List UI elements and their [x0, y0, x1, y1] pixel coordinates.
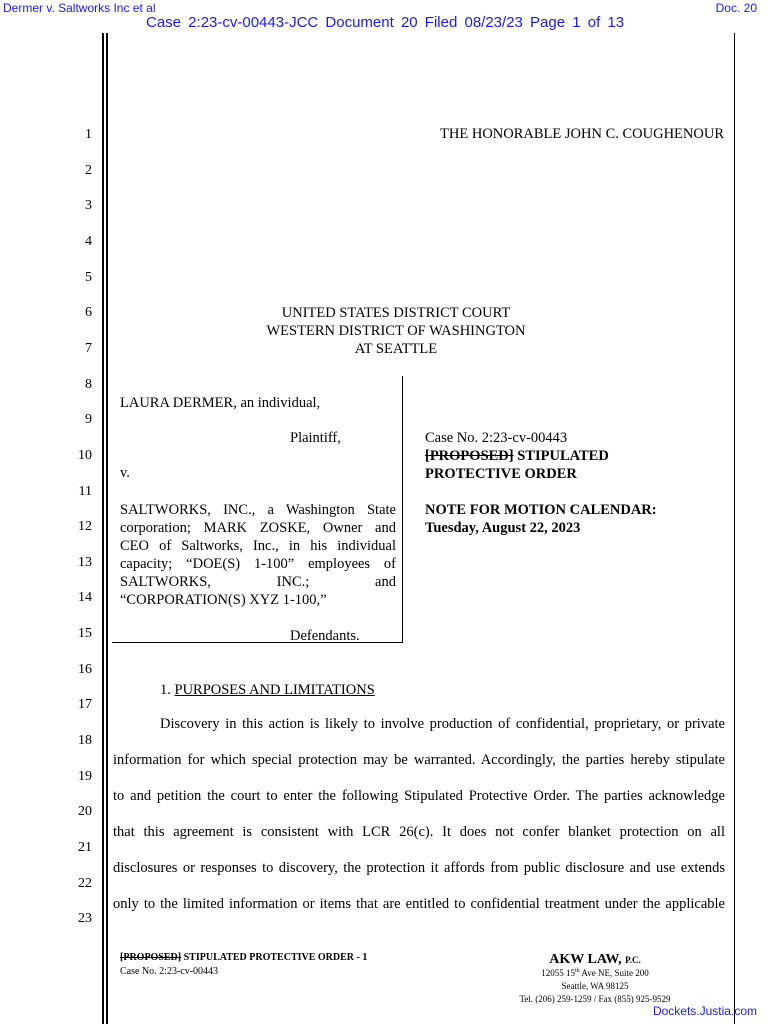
case-filing-stamp: Case 2:23-cv-00443-JCC Document 20 Filed 08/23/23 Page 1 of 13 [146, 14, 625, 31]
address-ordinal: th [575, 968, 580, 974]
body-line: to and petition the court to enter the following Stipulated Protective Order. The parties acknowledge [113, 788, 725, 804]
firm-address-line1 [480, 968, 710, 978]
line-number: 19 [78, 768, 92, 784]
line-number: 20 [78, 804, 92, 820]
line-number: 4 [85, 233, 92, 249]
left-margin-rule-inner [106, 33, 108, 1024]
firm-phone: Tel. (206) 259-1259 / Fax (855) 925-9529 [519, 994, 671, 1004]
document-title-line2: PROTECTIVE ORDER [425, 466, 577, 482]
body-line: disclosures or responses to discovery, the protection it affords from public disclosure and use extends [113, 860, 725, 876]
caption-vertical-rule [402, 376, 403, 643]
defendants-line: SALTWORKS, INC.; and [120, 574, 396, 590]
body-line: Discovery in this action is likely to involve production of confidential, proprietary, or private [160, 716, 725, 732]
line-number: 13 [78, 554, 92, 570]
firm-name-main: AKW LAW, [549, 952, 622, 967]
footer-proposed-struck: [PROPOSED] [120, 952, 182, 963]
firm-address-line2: Seattle, WA 98125 [561, 981, 629, 991]
line-number: 1 [85, 127, 92, 142]
line-number: 23 [78, 911, 92, 927]
document-title-rest: STIPULATED [513, 448, 609, 464]
proposed-struck: [PROPOSED] [425, 448, 514, 464]
footer-document-title [120, 952, 367, 963]
footer-title-rest: STIPULATED PROTECTIVE ORDER - 1 [181, 952, 368, 963]
section-heading [160, 682, 375, 699]
firm-name-suffix: P.C. [625, 955, 641, 965]
defendants-line: CEO of Saltworks, Inc., in his individual [120, 538, 396, 554]
defendants-line: corporation; MARK ZOSKE, Owner and [120, 520, 396, 536]
line-number: 17 [78, 697, 92, 713]
docket-link[interactable]: Dockets.Justia.com [652, 1004, 757, 1018]
court-name: UNITED STATES DISTRICT COURT [281, 305, 511, 321]
body-line: information for which special protection may be warranted. Accordingly, the parties hereby stipulate [113, 752, 725, 768]
line-number: 22 [78, 875, 92, 891]
motion-calendar-date: Tuesday, August 22, 2023 [425, 520, 581, 536]
defendants-line: capacity; “DOE(S) 1-100” employees of [120, 556, 396, 572]
line-number: 14 [78, 590, 92, 606]
versus: v. [120, 465, 130, 481]
section-title: PURPOSES AND LIMITATIONS [174, 682, 375, 698]
line-number: 10 [78, 447, 92, 463]
line-number: 5 [85, 269, 92, 285]
firm-name [480, 952, 710, 968]
motion-calendar-label: NOTE FOR MOTION CALENDAR: [425, 502, 657, 518]
document-title [425, 448, 609, 465]
footer-case-number: Case No. 2:23-cv-00443 [120, 966, 219, 977]
plaintiff-name: LAURA DERMER, an individual, [120, 395, 321, 411]
line-number: 9 [85, 412, 92, 428]
line-number: 2 [85, 162, 92, 178]
case-number: Case No. 2:23-cv-00443 [425, 430, 568, 446]
doc-number-label: Doc. 20 [715, 1, 757, 15]
line-number: 18 [78, 733, 92, 749]
defendants-role: Defendants. [290, 628, 360, 644]
right-margin-rule [734, 33, 735, 1024]
body-line: only to the limited information or items that are entitled to confidential treatment under the applicable [113, 896, 725, 912]
case-title-header: Dermer v. Saltworks Inc et al [3, 1, 156, 15]
line-number: 21 [78, 840, 92, 855]
defendants-line: SALTWORKS, INC., a Washington State [120, 502, 396, 518]
address-street-rest: Ave NE, Suite 200 [579, 968, 649, 978]
line-number: 11 [78, 483, 92, 499]
line-number: 15 [78, 626, 92, 642]
line-number: 7 [85, 340, 92, 356]
line-number: 6 [85, 305, 92, 321]
left-margin-rule-outer [102, 33, 104, 1024]
court-location: AT SEATTLE [354, 341, 438, 357]
line-number: 16 [78, 661, 92, 677]
judge-name: THE HONORABLE JOHN C. COUGHENOUR [440, 126, 724, 142]
section-number: 1. [160, 682, 171, 698]
defendants-line: “CORPORATION(S) XYZ 1-100,” [120, 592, 327, 608]
plaintiff-role: Plaintiff, [290, 430, 341, 446]
line-number: 8 [85, 376, 92, 392]
body-line: that this agreement is consistent with LCR 26(c). It does not confer blanket protection on all [113, 824, 725, 840]
line-number: 3 [85, 198, 92, 214]
line-number: 12 [78, 519, 92, 535]
address-street-number: 12055 15 [541, 968, 575, 978]
court-district: WESTERN DISTRICT OF WASHINGTON [266, 323, 526, 339]
